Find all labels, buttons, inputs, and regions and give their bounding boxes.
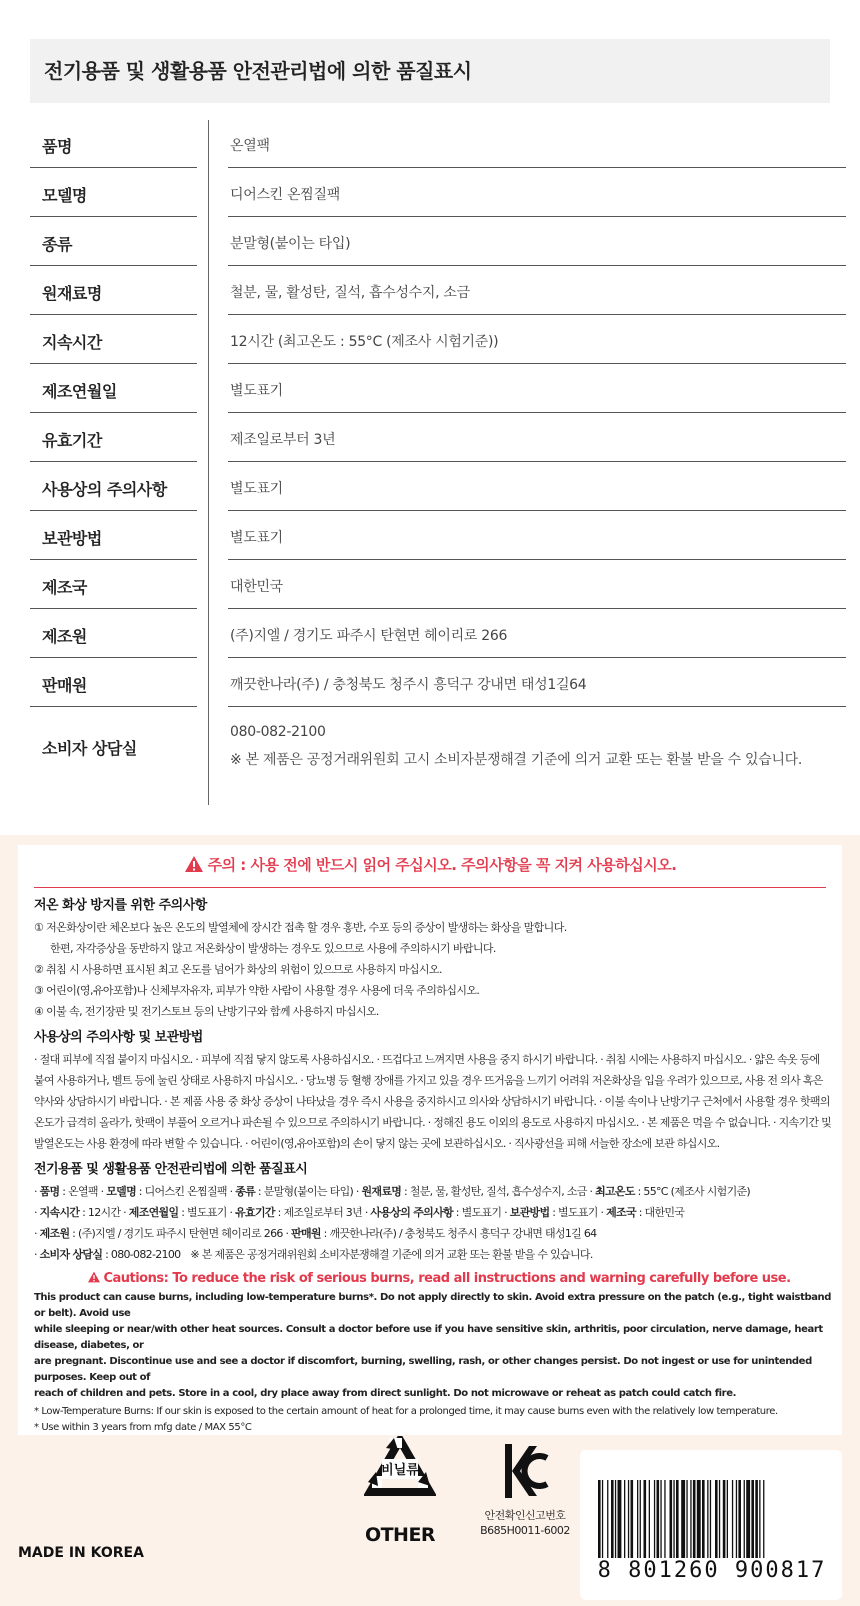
quality-key: 판매원 xyxy=(291,1227,321,1240)
quality-value: (주)지엘 / 경기도 파주시 탄현면 헤이리로 266 xyxy=(77,1227,283,1240)
row-divider xyxy=(30,363,197,364)
quality-key: 소비자 상담실 xyxy=(39,1248,103,1261)
quality-line: · 지속시간 : 12시간 · 제조연월일 : 별도표기 · 유효기간 : 제조일로부터 3년 · 사용상의 주의사항 : 별도표기 · 보관방법 : 별도표기 · 제조국 : 대한민국 xyxy=(34,1206,685,1219)
quality-value: 온열팩 xyxy=(68,1185,98,1198)
quality-key: 제조연월일 xyxy=(128,1206,179,1219)
spec-value: 별도표기 xyxy=(230,383,283,399)
barcode-bar xyxy=(618,1480,622,1558)
column-divider xyxy=(208,120,209,805)
barcode-bar xyxy=(644,1480,647,1558)
row-divider xyxy=(228,559,846,560)
row-divider xyxy=(228,706,846,707)
spec-key: 모델명 xyxy=(42,186,87,205)
quality-key: 제조원 xyxy=(39,1227,70,1240)
quality-value: 12시간 xyxy=(87,1206,121,1219)
quality-line: · 품명 : 온열팩 · 모델명 : 디어스킨 온찜질팩 · 종류 : 분말형(붙이는 타입) · 원재료명 : 철분, 물, 활성탄, 질석, 흡수성수지, 소금 · 최고온도 : 55°C (제조사 시험기준) xyxy=(34,1185,751,1198)
english-note: * Low-Temperature Burns: If our skin is exposed to the certain amount of heat for a prolonged time, it may cause burns even with the relatively low temperature. xyxy=(34,1406,778,1417)
barcode-number: 8 801260 900817 xyxy=(597,1558,827,1583)
quality-line: · 소비자 상담실 : 080-082-2100 ※ 본 제품은 공정거래위원회 소비자분쟁해결 기준에 의거 교환 또는 환불 받을 수 있습니다. xyxy=(34,1248,593,1261)
english-line: are pregnant. Discontinue use and see a doctor if discomfort, burning, swelling, rash, or other changes persist. Do not ingest or use for unintended purposes. Keep out of xyxy=(34,1356,812,1383)
quality-value: 별도표기 xyxy=(558,1206,598,1219)
spec-key: 유효기간 xyxy=(42,431,102,450)
warning-box xyxy=(18,845,842,1435)
spec-row xyxy=(30,463,830,512)
row-divider xyxy=(228,657,846,658)
kc-number: B685H0011-6002 xyxy=(480,1524,570,1537)
warning-triangle-icon xyxy=(87,1271,101,1283)
burn-title: 저온 화상 방지를 위한 주의사항 xyxy=(34,898,207,913)
spec-value: 디어스킨 온찜질팩 xyxy=(230,187,340,203)
recycle-icon xyxy=(364,1436,436,1510)
barcode-bar xyxy=(670,1480,673,1558)
barcode-bar xyxy=(664,1480,665,1558)
barcode-bar xyxy=(607,1480,608,1558)
barcode-bar xyxy=(598,1480,601,1558)
barcode-bar xyxy=(715,1480,718,1558)
barcode-bar xyxy=(697,1480,701,1558)
quality-note: ※ 본 제품은 공정거래위원회 소비자분쟁해결 기준에 의거 교환 또는 환불 받을 수 있습니다. xyxy=(190,1248,593,1261)
barcode-bar xyxy=(631,1480,634,1558)
barcode-bar xyxy=(681,1480,685,1558)
warning-heading-text: 주의 : 사용 전에 반드시 읽어 주십시오. 주의사항을 꼭 지켜 사용하십시오. xyxy=(207,856,677,874)
spec-value: 별도표기 xyxy=(230,481,283,497)
usage-block xyxy=(34,1026,844,1154)
barcode-bar xyxy=(649,1480,650,1558)
row-divider xyxy=(30,412,197,413)
warning-heading xyxy=(18,845,842,885)
quality-key: 품명 xyxy=(39,1185,60,1198)
spec-key: 사용상의 주의사항 xyxy=(42,480,167,499)
quality-value: 별도표기 xyxy=(187,1206,227,1219)
row-divider xyxy=(228,461,846,462)
spec-value: 분말형(붙이는 타입) xyxy=(230,236,351,252)
spec-key: 제조국 xyxy=(42,578,87,597)
usage-line: · 절대 피부에 직접 붙이지 마십시오. · 피부에 직접 닿지 않도록 사용하십시오. · 뜨겁다고 느껴지면 사용을 중지 하시기 바랍니다. · 취침 시에는 사용하지 마십시오. · 얇은 속옷 등에 xyxy=(34,1053,820,1066)
quality-value: 디어스킨 온찜질팩 xyxy=(144,1185,227,1198)
barcode-bar xyxy=(615,1480,616,1558)
spec-value: 철분, 물, 활성탄, 질석, 흡수성수지, 소금 xyxy=(230,285,470,301)
barcode-bar xyxy=(611,1480,614,1558)
quality-title: 전기용품 및 생활용품 안전관리법에 의한 품질표시 xyxy=(34,1162,308,1177)
spec-row xyxy=(30,316,830,365)
page-title-bar xyxy=(30,39,830,103)
barcode-bar xyxy=(660,1480,661,1558)
spec-value: 깨끗한나라(주) / 충청북도 청주시 흥덕구 강내면 태성1길64 xyxy=(230,677,587,693)
row-divider xyxy=(30,608,197,609)
row-divider xyxy=(30,265,197,266)
barcode-bar xyxy=(702,1480,705,1558)
quality-key: 지속시간 xyxy=(39,1206,80,1219)
burn-item: ① 저온화상이란 체온보다 높은 온도의 발열체에 장시간 접촉 할 경우 홍반, 수포 등의 증상이 발생하는 화상을 말합니다. xyxy=(34,921,567,934)
spec-key: 보관방법 xyxy=(42,529,102,548)
quality-value: 55°C (제조사 시험기준) xyxy=(643,1185,751,1198)
spec-value: 온열팩 xyxy=(230,138,270,154)
spec-value: 12시간 (최고온도 : 55°C (제조사 시험기준)) xyxy=(230,334,499,350)
barcode-bar xyxy=(602,1480,603,1558)
spec-value: 별도표기 xyxy=(230,530,283,546)
warning-content xyxy=(34,894,844,1436)
spec-row xyxy=(30,414,830,463)
burn-item: ③ 어린이(영,유아포함)나 신체부자유자, 피부가 약한 사람이 사용할 경우 사용에 더욱 주의하십시오. xyxy=(34,984,480,997)
row-divider xyxy=(228,167,846,168)
english-caution-heading-text: Cautions: To reduce the risk of serious burns, read all instructions and warning carefully before use. xyxy=(103,1271,791,1286)
spec-row xyxy=(30,561,830,610)
barcode-bar xyxy=(732,1480,733,1558)
spec-row xyxy=(30,610,830,659)
quality-value: 제조일로부터 3년 xyxy=(283,1206,363,1219)
barcode-bar xyxy=(755,1480,758,1558)
spec-row xyxy=(30,169,830,218)
barcode-bar xyxy=(744,1480,745,1558)
page-title: 전기용품 및 생활용품 안전관리법에 의한 품질표시 xyxy=(44,59,472,83)
kc-label: 안전확인신고번호 xyxy=(484,1509,566,1522)
spec-key: 판매원 xyxy=(42,676,87,695)
burn-block xyxy=(34,894,844,1022)
usage-title: 사용상의 주의사항 및 보관방법 xyxy=(34,1030,203,1045)
row-divider xyxy=(228,363,846,364)
barcode-bar xyxy=(676,1480,679,1558)
warning-triangle-icon xyxy=(184,855,204,873)
burn-item: ② 취침 시 사용하면 표시된 최고 온도를 넘어가 화상의 위험이 있으므로 사용하지 마십시오. xyxy=(34,963,442,976)
spec-row xyxy=(30,120,830,169)
usage-line: 온도가 급격히 올라가, 핫팩이 부풀어 오르거나 파손될 수 있으므로 주의하시기 바랍니다. · 정해진 용도 이외의 용도로 사용하지 마십시오. · 본 제품은 먹을 수 없습니다. · 지속기간 및 xyxy=(34,1116,832,1129)
quality-value: 분말형(붙이는 타입) xyxy=(263,1185,354,1198)
spec-key: 소비자 상담실 xyxy=(42,739,137,758)
spec-key: 제조원 xyxy=(42,627,87,646)
row-divider xyxy=(30,461,197,462)
barcode-bar xyxy=(640,1480,641,1558)
consumer-row xyxy=(30,708,830,798)
quality-block xyxy=(34,1158,844,1265)
barcode-bar xyxy=(710,1480,711,1558)
quality-key: 최고온도 xyxy=(595,1185,635,1198)
quality-key: 모델명 xyxy=(106,1185,137,1198)
quality-line: · 제조원 : (주)지엘 / 경기도 파주시 탄현면 헤이리로 266 · 판매원 : 깨끗한나라(주) / 충청북도 청주시 흥덕구 강내면 태성1길 64 xyxy=(34,1227,597,1240)
row-divider xyxy=(228,314,846,315)
row-divider xyxy=(30,167,197,168)
row-divider xyxy=(30,510,197,511)
burn-item: ④ 이불 속, 전기장판 및 전기스토브 등의 난방기구와 함께 사용하지 마십시오. xyxy=(34,1005,379,1018)
row-divider xyxy=(30,706,197,707)
spec-value: 대한민국 xyxy=(230,579,283,595)
usage-line: 발열온도는 사용 환경에 따라 변할 수 있습니다. · 어린이(영,유아포함)의 손이 닿지 않는 곳에 보관하십시오. · 직사광선을 피해 서늘한 장소에 보관 하십시오. xyxy=(34,1137,720,1150)
spec-row xyxy=(30,512,830,561)
barcode-bar xyxy=(686,1480,687,1558)
spec-key: 원재료명 xyxy=(42,284,102,303)
spec-value: 제조일로부터 3년 xyxy=(230,432,336,448)
row-divider xyxy=(30,216,197,217)
barcode-bar xyxy=(690,1480,691,1558)
barcode-bar xyxy=(707,1480,708,1558)
usage-line: 약사와 상담하시기 바랍니다. · 본 제품 사용 중 화상 증상이 나타났을 경우 즉시 사용을 중지하시고 의사와 상담하시기 바랍니다. · 이불 속이나 난방기구 근처에서 사용할 경우 핫팩의 xyxy=(34,1095,830,1108)
consumer-note: ※ 본 제품은 공정거래위원회 고시 소비자분쟁해결 기준에 의거 교환 또는 환불 받을 수 있습니다. xyxy=(230,752,803,768)
row-divider xyxy=(228,216,846,217)
barcode-bar xyxy=(763,1480,764,1558)
quality-value: 대한민국 xyxy=(644,1206,685,1219)
quality-key: 보관방법 xyxy=(509,1206,550,1219)
barcode-bar xyxy=(759,1480,760,1558)
quality-key: 유효기간 xyxy=(235,1206,275,1219)
warning-divider xyxy=(34,887,826,888)
quality-lines xyxy=(34,1181,844,1265)
english-line: reach of children and pets. Store in a cool, dry place away from direct sunlight. Do not microwave or reheat as patch could catch fire. xyxy=(34,1388,736,1399)
barcode-bar xyxy=(624,1480,625,1558)
recycle-label: 비닐류 xyxy=(381,1463,419,1478)
barcode-bar xyxy=(657,1480,660,1558)
row-divider xyxy=(30,559,197,560)
quality-key: 사용상의 주의사항 xyxy=(370,1206,453,1219)
quality-key: 종류 xyxy=(235,1185,256,1198)
barcode-bar xyxy=(637,1480,638,1558)
english-line: while sleeping or near/with other heat sources. Consult a doctor before use if you have sensitive skin, arthritis, poor circulation, nerve damage, heart disease, diabetes, or xyxy=(34,1324,823,1351)
usage-line: 붙여 사용하거나, 벨트 등에 눌린 상태로 사용하지 마십시오. · 당뇨병 등 혈행 장애를 가지고 있을 경우 뜨거움을 느끼기 어려워 저온화상을 입을 우려가 있으므로, 사용 전 의사 혹은 xyxy=(34,1074,823,1087)
barcode-bar xyxy=(736,1480,737,1558)
quality-value: 철분, 물, 활성탄, 질석, 흡수성수지, 소금 xyxy=(409,1185,587,1198)
spec-row xyxy=(30,659,830,708)
quality-key: 제조국 xyxy=(606,1206,636,1219)
barcode-bar xyxy=(628,1480,629,1558)
quality-value: 깨끗한나라(주) / 충청북도 청주시 흥덕구 강내면 태성1길 64 xyxy=(329,1227,597,1240)
row-divider xyxy=(228,510,846,511)
row-divider xyxy=(30,657,197,658)
spec-row xyxy=(30,365,830,414)
barcode-bar xyxy=(751,1480,754,1558)
barcode-bar xyxy=(654,1480,655,1558)
quality-value: 080-082-2100 xyxy=(110,1248,181,1261)
barcode-bar xyxy=(723,1480,726,1558)
barcode-bar xyxy=(727,1480,728,1558)
kc-mark xyxy=(470,1432,580,1538)
barcode-icon xyxy=(580,1450,842,1558)
barcode-bar xyxy=(673,1480,674,1558)
burn-item: 한편, 자각증상을 동반하지 않고 저온화상이 발생하는 경우도 있으므로 사용에 주의하시기 바랍니다. xyxy=(50,942,496,955)
spec-row xyxy=(30,267,830,316)
spec-key: 지속시간 xyxy=(42,333,102,352)
english-note: * Use within 3 years from mfg date / MAX 55°C xyxy=(34,1422,252,1433)
recycle-other-label: OTHER xyxy=(364,1524,436,1546)
row-divider xyxy=(228,265,846,266)
english-line: This product can cause burns, including low-temperature burns*. Do not apply directly to skin. Avoid extra pressure on the patch (e.g., tight waistband or belt). Avoid use xyxy=(34,1292,832,1319)
row-divider xyxy=(228,412,846,413)
spec-row xyxy=(30,218,830,267)
spec-key: 품명 xyxy=(42,137,72,156)
recycle-mark xyxy=(364,1436,436,1546)
spec-key: 제조연월일 xyxy=(42,382,117,401)
row-divider xyxy=(228,608,846,609)
barcode-bar xyxy=(719,1480,720,1558)
barcode-area xyxy=(580,1450,842,1600)
row-divider xyxy=(30,314,197,315)
barcode-bar xyxy=(746,1480,750,1558)
barcode-bar xyxy=(738,1480,741,1558)
spec-key: 종류 xyxy=(42,235,72,254)
made-in-label: MADE IN KOREA xyxy=(18,1545,144,1561)
kc-certification-icon xyxy=(501,1442,549,1504)
consumer-phone: 080-082-2100 xyxy=(230,724,326,740)
barcode-bar xyxy=(693,1480,696,1558)
spec-value: (주)지엘 / 경기도 파주시 탄현면 헤이리로 266 xyxy=(230,628,508,644)
quality-value: 별도표기 xyxy=(461,1206,502,1219)
quality-key: 원재료명 xyxy=(361,1185,402,1198)
english-caution-heading xyxy=(34,1271,844,1286)
